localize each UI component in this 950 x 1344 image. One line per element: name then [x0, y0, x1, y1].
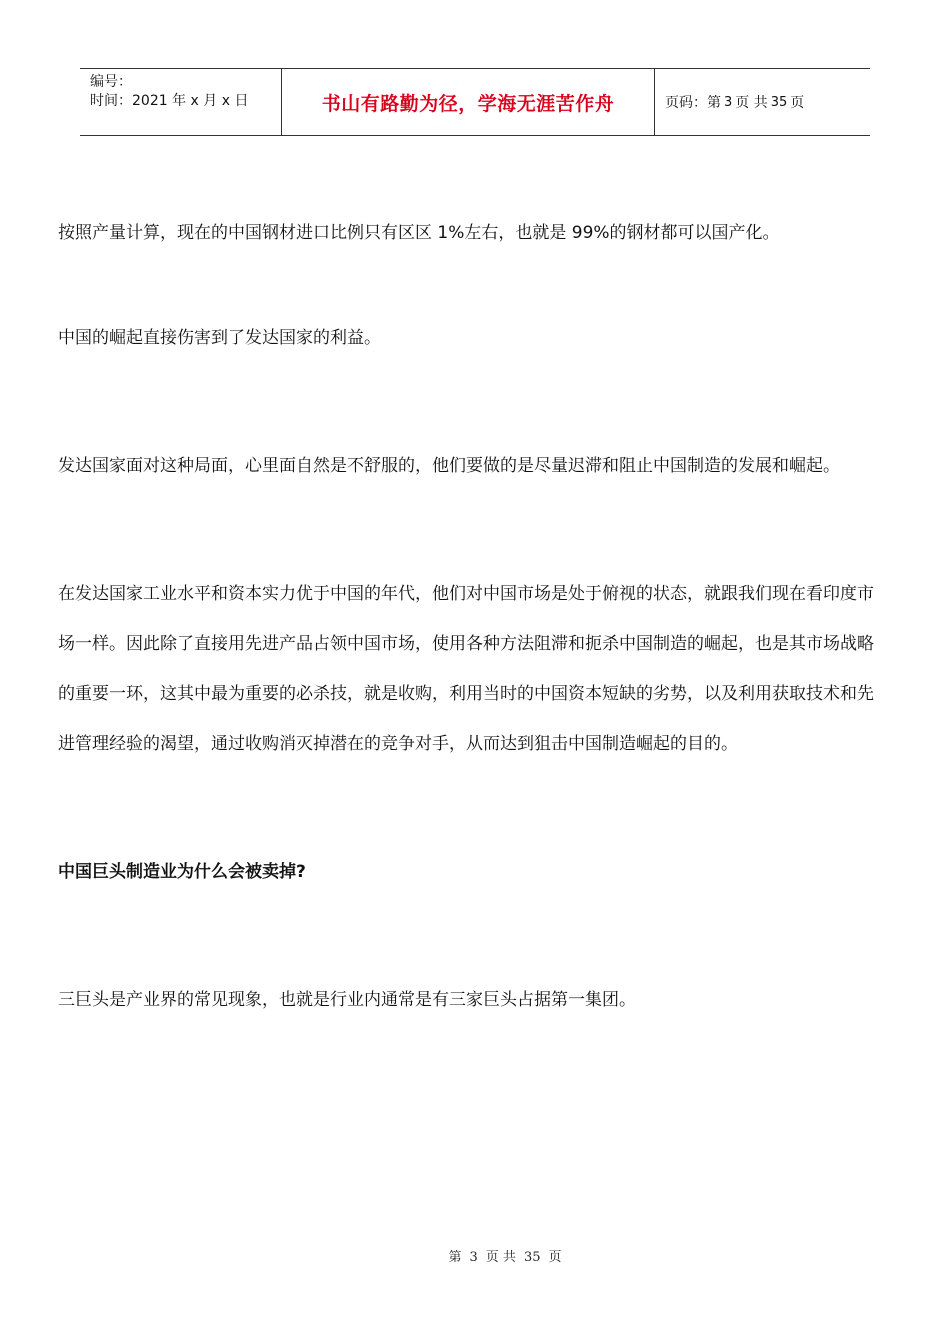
- document-number: 编号：: [90, 74, 132, 90]
- document-date: 时间：2021 年 x 月 x 日: [90, 93, 249, 109]
- header-meta: [80, 69, 281, 135]
- paragraph-3: 发达国家面对这种局面，心里面自然是不舒服的，他们要做的是尽量迟滞和阻止中国制造的发展和崛起。: [58, 456, 840, 476]
- header-page-suffix: 页: [790, 95, 805, 111]
- header-page-total: 35: [770, 94, 788, 110]
- paragraph-4: 在发达国家工业水平和资本实力优于中国的年代，他们对中国市场是处于俯视的状态，就跟我们现在看印度市场一样。因此除了直接用先进产品占领中国市场，使用各种方法阻滞和扼杀中国制造的崛起，也是其市场战略的重要一环，这其中最为重要的必杀技，就是收购，利用当时的中国资本短缺的劣势，以及利用获取技术和先进管理经验的渴望，通过收购消灭掉潜在的竞争对手，从而达到狙击中国制造崛起的目的。: [58, 584, 874, 754]
- header-page-prefix: 页码：第: [665, 95, 721, 111]
- paragraph-1: 按照产量计算，现在的中国钢材进口比例只有区区 1%左右，也就是 99%的钢材都可以国产化。: [58, 223, 780, 243]
- page-footer: [0, 1246, 950, 1265]
- header-page-current: 3: [724, 94, 733, 110]
- footer-mid: 页 共: [485, 1250, 516, 1265]
- footer-current: 3: [469, 1250, 478, 1265]
- header-motto: 书山有路勤为径，学海无涯苦作舟: [281, 69, 655, 135]
- page-header: [80, 68, 870, 136]
- footer-total: 35: [523, 1250, 541, 1265]
- footer-suffix: 页: [548, 1250, 562, 1265]
- header-page-mid: 页 共: [735, 95, 768, 111]
- document-body: [58, 208, 888, 1025]
- header-page-info: [655, 69, 870, 135]
- footer-prefix: 第: [448, 1250, 462, 1265]
- paragraph-5: 三巨头是产业界的常见现象，也就是行业内通常是有三家巨头占据第一集团。: [58, 990, 636, 1010]
- paragraph-2: 中国的崛起直接伤害到了发达国家的利益。: [58, 328, 381, 348]
- section-heading: 中国巨头制造业为什么会被卖掉?: [58, 862, 306, 882]
